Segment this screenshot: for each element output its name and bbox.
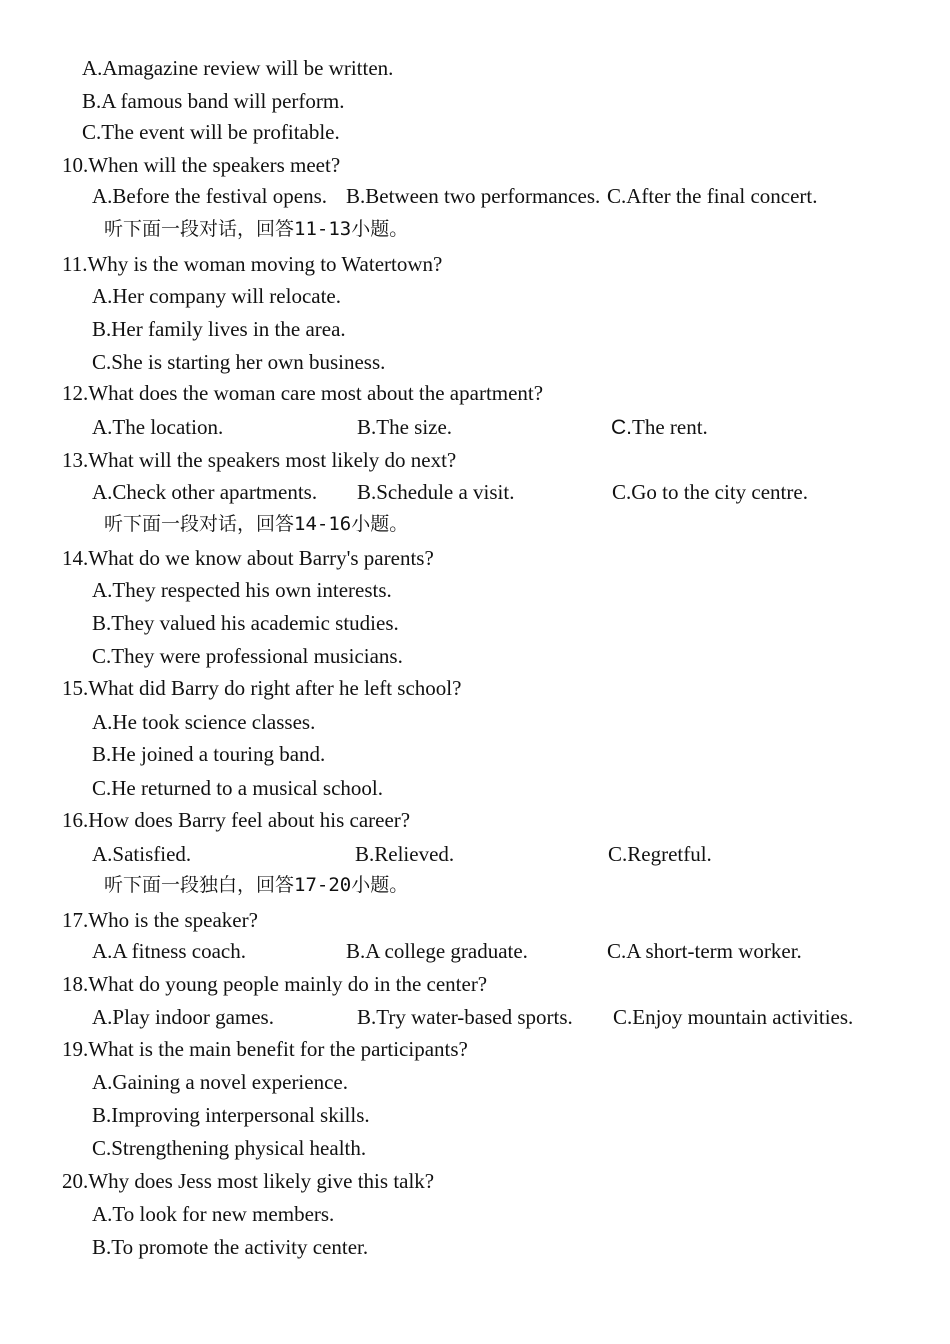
q20-option-a: A.To look for new members. xyxy=(92,1202,335,1226)
section-instruction-17-20: 听下面一段独白，回答17-20小题。 xyxy=(104,874,409,896)
q15-option-a: A.He took science classes. xyxy=(92,710,316,734)
q14-option-a: A.They respected his own interests. xyxy=(92,578,392,602)
q11-option-c: C.She is starting her own business. xyxy=(92,350,386,374)
q17-option-b: B.A college graduate. xyxy=(346,939,528,963)
q18-option-c: C.Enjoy mountain activities. xyxy=(613,1005,854,1029)
q14-option-b: B.They valued his academic studies. xyxy=(92,611,399,635)
q12-option-b: B.The size. xyxy=(357,415,453,439)
q10-option-a: A.Before the festival opens. xyxy=(92,184,328,208)
q19-option-c: C.Strengthening physical health. xyxy=(92,1136,367,1160)
q9-option-a: A.Amagazine review will be written. xyxy=(82,56,394,80)
q18-option-b: B.Try water-based sports. xyxy=(357,1005,573,1029)
q17-option-a: A.A fitness coach. xyxy=(92,939,246,963)
q19-question: 19.What is the main benefit for the participants? xyxy=(62,1037,468,1061)
q13-option-b: B.Schedule a visit. xyxy=(357,480,515,504)
q10-question: 10.When will the speakers meet? xyxy=(62,153,341,177)
q16-option-b: B.Relieved. xyxy=(355,842,455,866)
q9-option-c: C.The event will be profitable. xyxy=(82,120,340,144)
q15-option-b: B.He joined a touring band. xyxy=(92,742,326,766)
q13-question: 13.What will the speakers most likely do next? xyxy=(62,448,457,472)
q11-question: 11.Why is the woman moving to Watertown? xyxy=(62,252,443,276)
section-instruction-11-13: 听下面一段对话，回答11-13小题。 xyxy=(104,218,409,240)
q11-option-a: A.Her company will relocate. xyxy=(92,284,341,308)
q20-question: 20.Why does Jess most likely give this talk? xyxy=(62,1169,435,1193)
q16-option-a: A.Satisfied. xyxy=(92,842,192,866)
q12-option-a: A.The location. xyxy=(92,415,224,439)
q19-option-b: B.Improving interpersonal skills. xyxy=(92,1103,370,1127)
q17-option-c: C.A short-term worker. xyxy=(607,939,802,963)
q20-option-b: B.To promote the activity center. xyxy=(92,1235,369,1259)
q17-question: 17.Who is the speaker? xyxy=(62,908,258,932)
q15-option-c: C.He returned to a musical school. xyxy=(92,776,384,800)
q12-option-c-text: The rent. xyxy=(632,415,708,439)
q13-option-a: A.Check other apartments. xyxy=(92,480,318,504)
q13-option-c: C.Go to the city centre. xyxy=(612,480,808,504)
q10-option-c: C.After the final concert. xyxy=(607,184,818,208)
q16-option-c: C.Regretful. xyxy=(608,842,712,866)
q10-option-b: B.Between two performances. xyxy=(346,184,601,208)
q14-question: 14.What do we know about Barry's parents? xyxy=(62,546,434,570)
q11-option-b: B.Her family lives in the area. xyxy=(92,317,346,341)
q18-option-a: A.Play indoor games. xyxy=(92,1005,274,1029)
section-instruction-14-16: 听下面一段对话，回答14-16小题。 xyxy=(104,513,409,535)
q12-option-c xyxy=(611,414,708,441)
q19-option-a: A.Gaining a novel experience. xyxy=(92,1070,348,1094)
q15-question: 15.What did Barry do right after he left school? xyxy=(62,676,462,700)
q18-question: 18.What do young people mainly do in the center? xyxy=(62,972,488,996)
q14-option-c: C.They were professional musicians. xyxy=(92,644,403,668)
q16-question: 16.How does Barry feel about his career? xyxy=(62,808,411,832)
q12-option-c-letter: C. xyxy=(611,416,632,439)
q12-question: 12.What does the woman care most about the apartment? xyxy=(62,381,544,405)
q9-option-b: B.A famous band will perform. xyxy=(82,89,345,113)
